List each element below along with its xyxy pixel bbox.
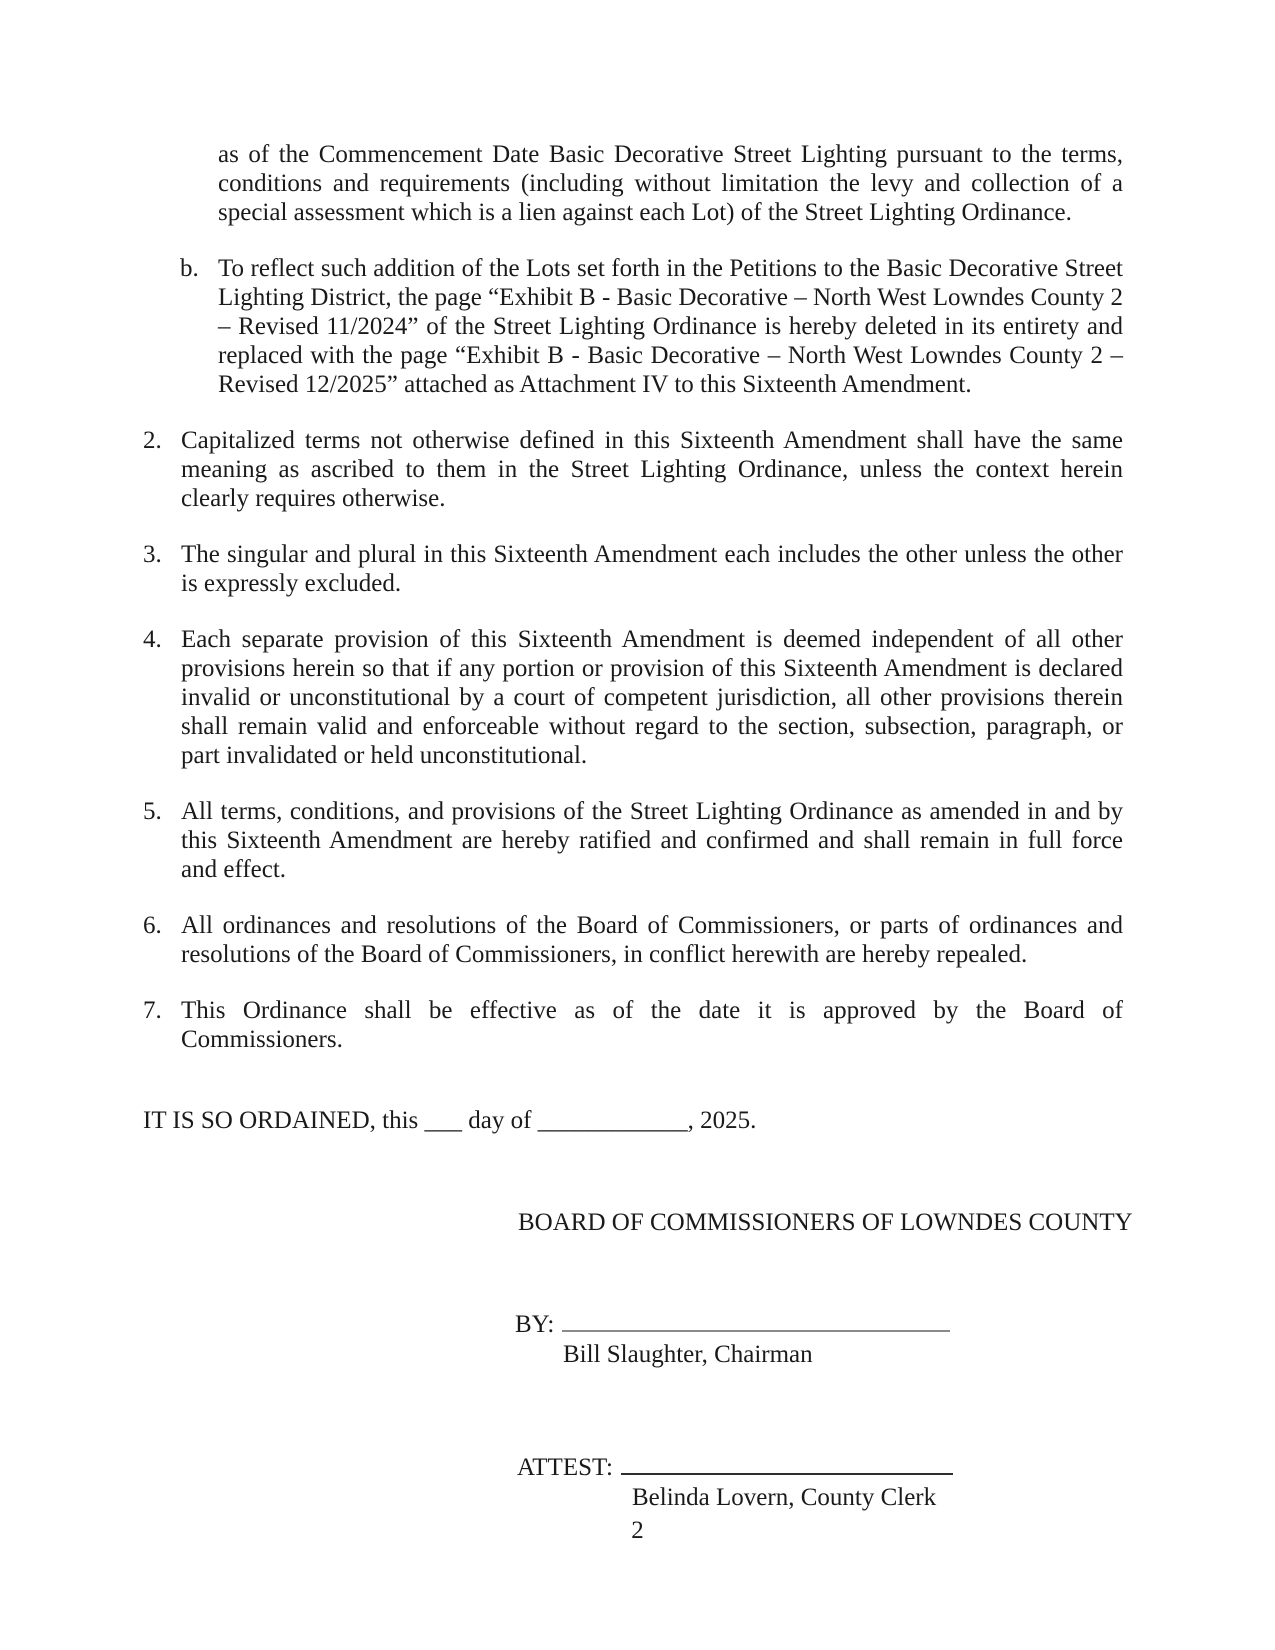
item-marker: 2. bbox=[143, 427, 162, 454]
item-marker: b. bbox=[180, 255, 199, 282]
item-text: Each separate provision of this Sixteenth Amendment is deemed independent of all other provisions herein so that if any portion or provision of this Sixteenth Amendment is declared invalid or unconstitutional by a court of competent jurisdiction, all other provisions therein shall remain valid and enforceable without regard to the section, subsection, paragraph, or part invalidated or held unconstitutional. bbox=[181, 626, 1123, 769]
item-text: To reflect such addition of the Lots set forth in the Petitions to the Basic Decorative Street Lighting District, the page “Exhibit B - Basic Decorative – North West Lowndes County 2 – Revised 11/2024” of the Street Lighting Ordinance is hereby deleted in its entirety and replaced with the page “Exhibit B - Basic Decorative – North West Lowndes County 2 – Revised 12/2025” attached as Attachment IV to this Sixteenth Amendment. bbox=[218, 255, 1123, 398]
item-text: The singular and plural in this Sixteenth Amendment each includes the other unless the other is expressly excluded. bbox=[181, 541, 1123, 597]
numbered-item-2 bbox=[143, 426, 1123, 513]
numbered-item-6 bbox=[143, 911, 1123, 969]
by-signature-line bbox=[562, 1306, 950, 1332]
page-number: 2 bbox=[631, 1517, 644, 1544]
lettered-item-b bbox=[180, 254, 1123, 399]
item-text: All ordinances and resolutions of the Board of Commissioners, or parts of ordinances and resolutions of the Board of Commissioners, in conflict herewith are hereby repealed. bbox=[181, 912, 1123, 968]
numbered-item-4 bbox=[143, 625, 1123, 770]
numbered-item-5 bbox=[143, 797, 1123, 884]
item-text: This Ordinance shall be effective as of the date it is approved by the Board of Commissioners. bbox=[181, 997, 1123, 1053]
item-marker bbox=[180, 140, 218, 227]
continuation-paragraph-a bbox=[180, 140, 1123, 227]
item-text: All terms, conditions, and provisions of the Street Lighting Ordinance as amended in and by this Sixteenth Amendment are hereby ratified and confirmed and shall remain in full force and effect. bbox=[181, 798, 1123, 883]
item-text: as of the Commencement Date Basic Decorative Street Lighting pursuant to the terms, conditions and requirements (including without limitation the levy and collection of a special assessment which is a lien against each Lot) of the Street Lighting Ordinance. bbox=[218, 141, 1123, 226]
attest-signature-row bbox=[517, 1449, 1123, 1482]
item-text: Capitalized terms not otherwise defined in this Sixteenth Amendment shall have the same meaning as ascribed to them in the Street Lighting Ordinance, unless the context herein clearly requires otherwise. bbox=[181, 427, 1123, 512]
clerk-name: Belinda Lovern, County Clerk bbox=[632, 1484, 937, 1511]
by-signature-row bbox=[515, 1306, 1123, 1339]
signature-block bbox=[515, 1208, 1133, 1512]
chairman-name: Bill Slaughter, Chairman bbox=[563, 1341, 813, 1368]
by-label: BY: bbox=[515, 1311, 555, 1338]
attest-signature-line bbox=[621, 1449, 953, 1475]
board-name: BOARD OF COMMISSIONERS OF LOWNDES COUNTY bbox=[518, 1209, 1133, 1236]
item-marker: 7. bbox=[143, 997, 162, 1024]
item-marker: 4. bbox=[143, 626, 162, 653]
numbered-item-7 bbox=[143, 996, 1123, 1054]
numbered-item-3 bbox=[143, 540, 1123, 598]
ordained-clause: IT IS SO ORDAINED, this ___ day of ____________, 2025. bbox=[143, 1107, 757, 1134]
attest-label: ATTEST: bbox=[517, 1454, 613, 1481]
item-marker: 5. bbox=[143, 798, 162, 825]
item-marker: 3. bbox=[143, 541, 162, 568]
document-body bbox=[143, 140, 1133, 1512]
item-marker: 6. bbox=[143, 912, 162, 939]
